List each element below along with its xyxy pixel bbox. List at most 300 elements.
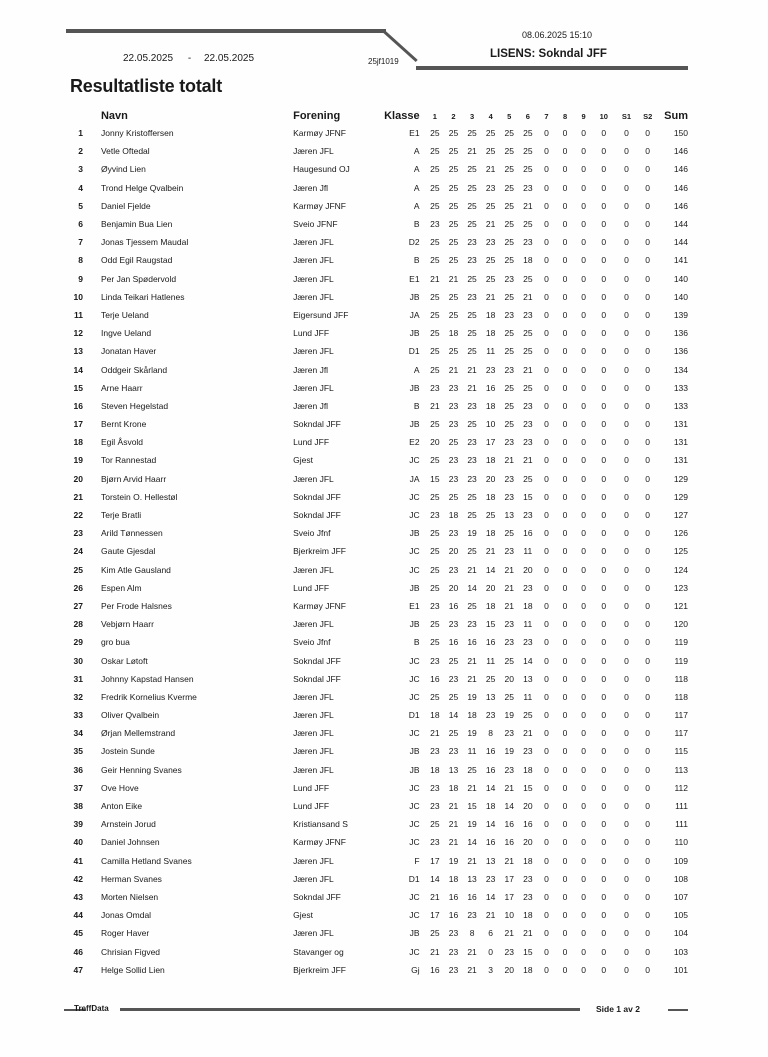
row-score-2: 16 [448, 637, 459, 648]
row-score-2: 16 [448, 891, 459, 902]
col-shot-2: 2 [451, 111, 456, 121]
row-club: Gjest [293, 910, 313, 921]
row-score-6: 18 [523, 764, 533, 775]
row-s1: 0 [624, 855, 629, 866]
row-class: JB [409, 528, 420, 539]
row-score-3: 25 [467, 419, 477, 430]
row-score-6: 25 [523, 346, 533, 357]
row-score-8: 0 [562, 655, 568, 666]
row-s1: 0 [624, 328, 629, 339]
row-s1: 0 [624, 419, 629, 430]
row-score-8: 0 [562, 691, 568, 702]
row-name: Daniel Johnsen [100, 837, 160, 848]
row-s2: 0 [645, 419, 651, 430]
row-score-2: 25 [448, 346, 459, 357]
row-s2: 0 [645, 146, 651, 157]
row-name: Chrisian Figved [100, 946, 161, 957]
row-score-8: 0 [562, 291, 568, 302]
row-class: B [413, 255, 420, 266]
row-score-8: 0 [562, 600, 568, 611]
row-score-9: 0 [581, 182, 586, 193]
table-row [62, 451, 688, 469]
row-rank: 47 [73, 964, 83, 975]
row-score-1: 23 [430, 746, 440, 757]
row-score-3: 25 [467, 510, 477, 521]
row-score-4: 23 [485, 364, 496, 375]
row-score-9: 0 [581, 691, 586, 702]
col-class: Klasse [384, 110, 420, 122]
row-score-10: 0 [601, 655, 607, 666]
row-score-4: 14 [485, 819, 496, 830]
row-score-5: 23 [504, 364, 514, 375]
row-sum: 140 [673, 291, 688, 302]
row-score-7: 0 [544, 382, 549, 393]
row-score-2: 23 [448, 400, 459, 411]
row-score-5: 23 [504, 437, 514, 448]
row-score-2: 18 [448, 328, 459, 339]
row-score-5: 23 [504, 619, 514, 630]
row-sum: 136 [673, 328, 688, 339]
row-name: Ørjan Mellemstrand [100, 728, 176, 739]
row-rank: 6 [78, 219, 83, 230]
row-score-3: 25 [467, 346, 477, 357]
row-s1: 0 [624, 600, 629, 611]
row-name: Odd Egil Raugstad [100, 255, 173, 266]
row-sum: 144 [673, 219, 688, 230]
row-s1: 0 [624, 564, 629, 575]
row-score-1: 23 [430, 510, 440, 521]
row-s1: 0 [624, 255, 629, 266]
row-score-7: 0 [544, 891, 549, 902]
row-score-3: 19 [467, 728, 477, 739]
row-score-8: 0 [562, 964, 568, 975]
table-row [62, 488, 688, 506]
row-score-8: 0 [562, 928, 568, 939]
row-rank: 23 [73, 528, 83, 539]
row-class: A [413, 146, 420, 157]
row-score-7: 0 [544, 964, 549, 975]
row-score-1: 25 [430, 582, 440, 593]
row-score-7: 0 [544, 837, 549, 848]
table-row [62, 233, 688, 251]
row-score-9: 0 [581, 528, 586, 539]
row-score-1: 25 [430, 928, 440, 939]
row-club: Jæren JFL [293, 619, 334, 630]
table-row [62, 615, 688, 633]
row-score-3: 19 [467, 691, 477, 702]
header-rule-right [416, 66, 688, 70]
table-row [62, 706, 688, 724]
row-name: Egil Åsvold [100, 437, 144, 448]
row-rank: 38 [73, 801, 83, 812]
row-score-2: 14 [448, 710, 459, 721]
row-score-5: 16 [504, 819, 514, 830]
row-score-1: 25 [430, 819, 440, 830]
table-row [62, 633, 688, 651]
row-score-7: 0 [544, 309, 549, 320]
row-s2: 0 [645, 128, 651, 139]
col-shot-3: 3 [469, 111, 475, 121]
row-name: Bjørn Arvid Haarr [100, 473, 167, 484]
row-score-6: 25 [523, 128, 533, 139]
row-score-1: 23 [430, 801, 440, 812]
row-sum: 107 [673, 891, 688, 902]
row-score-2: 23 [448, 455, 459, 466]
row-s2: 0 [645, 200, 651, 211]
row-score-3: 21 [467, 673, 477, 684]
row-class: E2 [409, 437, 420, 448]
row-score-6: 23 [523, 637, 533, 648]
row-score-4: 25 [485, 255, 496, 266]
row-score-10: 0 [601, 364, 607, 375]
row-score-4: 8 [488, 728, 494, 739]
row-club: Jæren Jfl [293, 400, 329, 411]
row-rank: 32 [73, 691, 83, 702]
row-score-7: 0 [544, 546, 549, 557]
row-name: Tor Rannestad [100, 455, 157, 466]
table-row [62, 651, 688, 669]
row-score-6: 23 [523, 873, 533, 884]
row-s2: 0 [645, 328, 651, 339]
row-score-7: 0 [544, 346, 549, 357]
row-score-8: 0 [562, 910, 568, 921]
row-score-4: 13 [485, 855, 496, 866]
row-rank: 34 [73, 728, 83, 739]
row-class: JC [409, 564, 420, 575]
row-name: Oddgeir Skårland [100, 364, 168, 375]
row-score-3: 25 [467, 764, 477, 775]
col-s1: S1 [621, 111, 632, 121]
row-score-7: 0 [544, 437, 549, 448]
row-name: Gaute Gjesdal [100, 546, 156, 557]
row-sum: 117 [674, 728, 688, 739]
row-name: Terje Ueland [100, 309, 149, 320]
row-sum: 131 [673, 437, 688, 448]
row-class: JC [409, 673, 420, 684]
row-class: A [413, 182, 420, 193]
row-s1: 0 [624, 764, 629, 775]
footer-brand: TreffData [74, 1004, 109, 1013]
row-score-8: 0 [562, 782, 568, 793]
row-score-1: 16 [430, 673, 440, 684]
row-score-1: 23 [430, 837, 440, 848]
row-rank: 21 [73, 491, 83, 502]
row-score-4: 16 [485, 764, 496, 775]
row-s2: 0 [645, 891, 651, 902]
row-score-4: 16 [485, 637, 496, 648]
row-score-1: 16 [430, 964, 440, 975]
row-name: Ove Hove [100, 782, 139, 793]
row-score-2: 23 [448, 928, 459, 939]
table-row [62, 924, 688, 942]
row-s2: 0 [645, 291, 651, 302]
row-score-10: 0 [601, 546, 607, 557]
row-score-7: 0 [544, 910, 549, 921]
row-score-1: 25 [430, 237, 440, 248]
table-row [62, 724, 688, 742]
row-class: D1 [408, 346, 420, 357]
row-score-3: 21 [467, 364, 477, 375]
row-score-6: 25 [523, 273, 533, 284]
row-score-4: 21 [485, 219, 496, 230]
table-row [62, 179, 688, 197]
row-score-1: 25 [430, 637, 440, 648]
row-score-7: 0 [544, 673, 549, 684]
row-s2: 0 [645, 400, 651, 411]
row-score-8: 0 [562, 891, 568, 902]
row-s1: 0 [624, 655, 629, 666]
row-score-9: 0 [581, 964, 586, 975]
row-class: JB [409, 764, 420, 775]
table-row [62, 160, 688, 178]
row-score-5: 21 [504, 582, 514, 593]
row-club: Eigersund JFF [293, 309, 349, 320]
row-score-1: 25 [430, 546, 440, 557]
row-s2: 0 [645, 455, 651, 466]
row-score-7: 0 [544, 255, 549, 266]
row-score-5: 21 [504, 928, 514, 939]
row-score-3: 23 [467, 437, 477, 448]
row-s2: 0 [645, 255, 651, 266]
col-name: Navn [100, 110, 128, 122]
row-score-7: 0 [544, 364, 549, 375]
row-score-9: 0 [581, 491, 586, 502]
row-rank: 14 [73, 364, 83, 375]
row-score-7: 0 [544, 928, 549, 939]
row-score-9: 0 [581, 473, 586, 484]
row-s1: 0 [624, 837, 629, 848]
row-class: JC [409, 801, 420, 812]
row-score-6: 23 [523, 746, 533, 757]
row-class: E1 [409, 600, 420, 611]
row-score-7: 0 [544, 146, 549, 157]
row-score-6: 21 [523, 364, 533, 375]
row-club: Jæren JFL [293, 346, 334, 357]
row-score-6: 23 [523, 309, 533, 320]
row-club: Jæren JFL [293, 255, 334, 266]
table-row [62, 433, 688, 451]
col-shot-6: 6 [525, 111, 530, 121]
row-class: JB [409, 619, 420, 630]
row-class: A [413, 364, 420, 375]
row-s2: 0 [645, 528, 651, 539]
row-name: Terje Bratli [100, 510, 142, 521]
row-score-7: 0 [544, 564, 549, 575]
row-score-6: 14 [523, 655, 533, 666]
row-sum: 139 [673, 309, 688, 320]
row-club: Bjerkreim JFF [293, 964, 346, 975]
row-class: JC [409, 910, 420, 921]
row-s1: 0 [624, 219, 629, 230]
row-score-10: 0 [601, 510, 607, 521]
table-row [62, 397, 688, 415]
row-rank: 12 [73, 328, 83, 339]
row-score-10: 0 [601, 182, 607, 193]
row-score-10: 0 [601, 200, 607, 211]
row-score-10: 0 [601, 328, 607, 339]
row-score-1: 25 [430, 419, 440, 430]
row-score-7: 0 [544, 600, 549, 611]
row-score-6: 25 [523, 473, 533, 484]
row-score-10: 0 [601, 710, 607, 721]
date-from: 22.05.2025 [123, 53, 174, 64]
row-name: Johnny Kapstad Hansen [100, 673, 194, 684]
row-score-7: 0 [544, 746, 549, 757]
row-rank: 17 [73, 419, 83, 430]
row-score-8: 0 [562, 382, 568, 393]
row-score-4: 17 [485, 437, 496, 448]
row-score-7: 0 [544, 219, 549, 230]
row-s2: 0 [645, 873, 651, 884]
row-s1: 0 [624, 619, 629, 630]
row-score-2: 25 [448, 255, 459, 266]
row-s1: 0 [624, 946, 629, 957]
row-class: JB [409, 328, 420, 339]
row-score-4: 18 [485, 309, 496, 320]
row-rank: 18 [73, 437, 83, 448]
table-row [62, 670, 688, 688]
row-score-9: 0 [581, 891, 586, 902]
row-score-10: 0 [601, 600, 607, 611]
row-score-8: 0 [562, 455, 568, 466]
row-score-7: 0 [544, 273, 549, 284]
row-score-10: 0 [601, 837, 607, 848]
row-score-3: 23 [467, 291, 477, 302]
row-club: Sokndal JFF [293, 655, 341, 666]
row-rank: 41 [73, 855, 83, 866]
row-score-7: 0 [544, 873, 549, 884]
row-score-10: 0 [601, 782, 607, 793]
row-score-9: 0 [581, 128, 586, 139]
row-score-9: 0 [581, 255, 586, 266]
row-score-6: 23 [523, 237, 533, 248]
row-score-10: 0 [601, 346, 607, 357]
row-score-5: 23 [504, 491, 514, 502]
row-score-9: 0 [581, 419, 586, 430]
row-score-8: 0 [562, 146, 568, 157]
row-club: Jæren JFL [293, 710, 334, 721]
row-score-9: 0 [581, 564, 586, 575]
row-score-3: 23 [467, 473, 477, 484]
table-row [62, 142, 688, 160]
row-score-7: 0 [544, 400, 549, 411]
row-score-4: 25 [485, 146, 496, 157]
row-score-4: 25 [485, 273, 496, 284]
row-name: Daniel Fjelde [100, 200, 151, 211]
row-sum: 150 [673, 128, 688, 139]
col-shot-4: 4 [488, 111, 493, 121]
row-score-2: 23 [448, 619, 459, 630]
row-score-10: 0 [601, 764, 607, 775]
row-club: Jæren Jfl [293, 364, 329, 375]
row-club: Jæren JFL [293, 728, 334, 739]
row-score-10: 0 [601, 801, 607, 812]
row-sum: 101 [673, 964, 688, 975]
row-score-8: 0 [562, 400, 568, 411]
row-name: Roger Haver [100, 928, 150, 939]
row-score-4: 14 [485, 782, 496, 793]
table-row [62, 470, 688, 488]
row-s1: 0 [624, 891, 629, 902]
table-row [62, 761, 688, 779]
row-score-1: 25 [430, 364, 440, 375]
table-row [62, 906, 688, 924]
row-s1: 0 [624, 473, 629, 484]
row-club: Karmøy JFNF [293, 600, 346, 611]
row-s1: 0 [624, 164, 629, 175]
row-score-5: 25 [504, 382, 514, 393]
row-club: Jæren JFL [293, 273, 334, 284]
row-s2: 0 [645, 910, 651, 921]
row-score-5: 21 [504, 855, 514, 866]
row-s1: 0 [624, 746, 629, 757]
row-score-10: 0 [601, 237, 607, 248]
row-sum: 108 [673, 873, 688, 884]
row-s2: 0 [645, 746, 651, 757]
row-score-1: 25 [430, 255, 440, 266]
row-score-2: 21 [448, 801, 459, 812]
row-score-9: 0 [581, 946, 586, 957]
row-score-8: 0 [562, 873, 568, 884]
row-score-6: 20 [523, 801, 533, 812]
table-row [62, 415, 688, 433]
row-score-2: 16 [448, 600, 459, 611]
row-class: JC [409, 819, 420, 830]
row-s1: 0 [624, 910, 629, 921]
row-score-4: 15 [485, 619, 496, 630]
table-row [62, 888, 688, 906]
row-score-6: 11 [523, 619, 533, 630]
row-score-6: 25 [523, 164, 533, 175]
row-club: Jæren JFL [293, 873, 334, 884]
row-score-1: 21 [430, 891, 440, 902]
row-score-2: 23 [448, 673, 459, 684]
col-shot-7: 7 [544, 111, 549, 121]
row-score-1: 25 [430, 146, 440, 157]
competition-code: 25jf1019 [368, 57, 399, 66]
row-score-9: 0 [581, 510, 586, 521]
col-shot-10: 10 [599, 111, 608, 121]
row-score-8: 0 [562, 491, 568, 502]
row-score-8: 0 [562, 801, 568, 812]
row-score-6: 18 [523, 600, 533, 611]
row-score-5: 20 [504, 673, 514, 684]
row-class: JC [409, 728, 420, 739]
row-score-6: 18 [523, 910, 533, 921]
row-score-5: 25 [504, 219, 514, 230]
row-score-4: 11 [486, 655, 496, 666]
row-score-3: 21 [467, 146, 477, 157]
row-score-10: 0 [601, 419, 607, 430]
row-s2: 0 [645, 819, 651, 830]
row-class: JC [409, 691, 420, 702]
row-class: JB [409, 382, 420, 393]
row-score-8: 0 [562, 419, 568, 430]
row-score-8: 0 [562, 837, 568, 848]
row-sum: 146 [673, 200, 688, 211]
row-score-4: 23 [485, 237, 496, 248]
row-score-5: 21 [504, 564, 514, 575]
row-s2: 0 [645, 273, 651, 284]
row-score-3: 23 [467, 255, 477, 266]
row-score-1: 18 [430, 710, 440, 721]
row-score-9: 0 [581, 855, 586, 866]
row-score-1: 17 [430, 910, 440, 921]
row-score-2: 25 [448, 491, 459, 502]
row-score-4: 25 [485, 200, 496, 211]
row-rank: 25 [73, 564, 83, 575]
row-score-9: 0 [581, 655, 586, 666]
